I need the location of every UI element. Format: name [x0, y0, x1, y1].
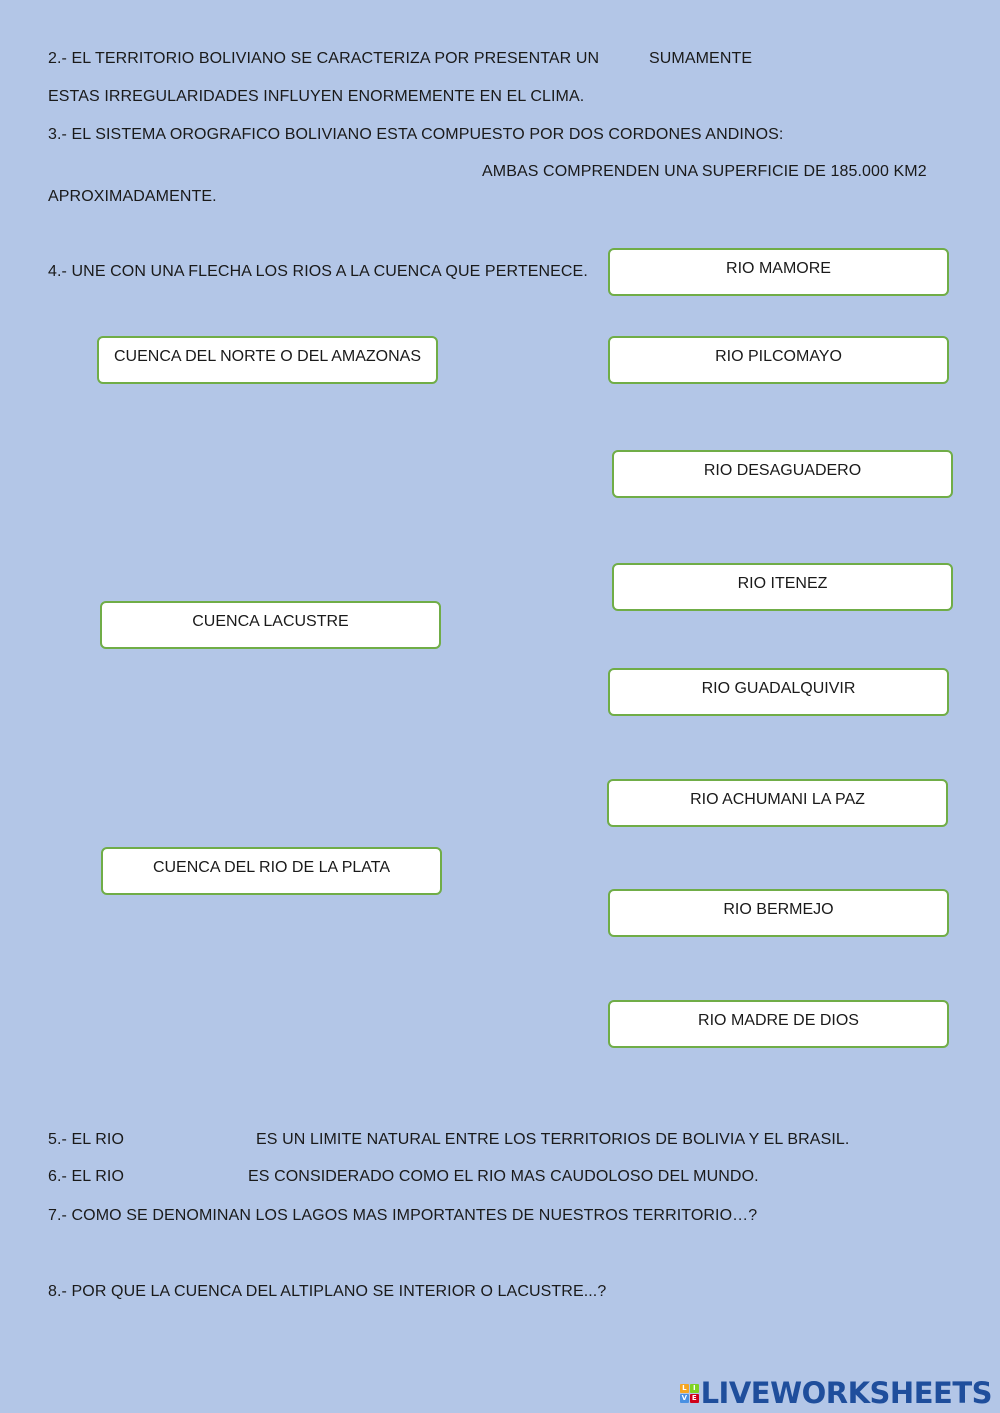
- liveworksheets-logo: [680, 1377, 992, 1409]
- rio-box-pilcomayo[interactable]: RIO PILCOMAYO: [608, 336, 949, 384]
- rio-box-guadalquivir[interactable]: RIO GUADALQUIVIR: [608, 668, 949, 716]
- question-6-start: 6.- EL RIO: [48, 1168, 124, 1185]
- question-5-start: 5.- EL RIO: [48, 1131, 124, 1148]
- rio-box-desaguadero[interactable]: RIO DESAGUADERO: [612, 450, 953, 498]
- rio-box-itenez[interactable]: RIO ITENEZ: [612, 563, 953, 611]
- rio-box-achumani[interactable]: RIO ACHUMANI LA PAZ: [607, 779, 948, 827]
- logo-mark-letter: L: [680, 1384, 689, 1393]
- cuenca-box-plata[interactable]: CUENCA DEL RIO DE LA PLATA: [101, 847, 442, 895]
- question-4: 4.- UNE CON UNA FLECHA LOS RIOS A LA CUENCA QUE PERTENECE.: [48, 263, 588, 280]
- question-7: 7.- COMO SE DENOMINAN LOS LAGOS MAS IMPORTANTES DE NUESTROS TERRITORIO…?: [48, 1207, 758, 1224]
- logo-text: LIVEWORKSHEETS: [700, 1376, 992, 1410]
- logo-mark-letter: E: [690, 1394, 699, 1403]
- question-2-word: SUMAMENTE: [649, 50, 753, 67]
- question-3-line-1: 3.- EL SISTEMA OROGRAFICO BOLIVIANO ESTA COMPUESTO POR DOS CORDONES ANDINOS:: [48, 126, 784, 143]
- cuenca-box-amazonas[interactable]: CUENCA DEL NORTE O DEL AMAZONAS: [97, 336, 438, 384]
- question-5-end: ES UN LIMITE NATURAL ENTRE LOS TERRITORIOS DE BOLIVIA Y EL BRASIL.: [256, 1131, 850, 1148]
- logo-mark-icon: [680, 1384, 699, 1403]
- question-3-line-2: AMBAS COMPRENDEN UNA SUPERFICIE DE 185.000 KM2: [482, 163, 927, 180]
- question-3-line-3: APROXIMADAMENTE.: [48, 188, 217, 205]
- logo-mark-letter: I: [690, 1384, 699, 1393]
- rio-box-bermejo[interactable]: RIO BERMEJO: [608, 889, 949, 937]
- rio-box-madre-de-dios[interactable]: RIO MADRE DE DIOS: [608, 1000, 949, 1048]
- question-2-line-1: 2.- EL TERRITORIO BOLIVIANO SE CARACTERIZA POR PRESENTAR UN: [48, 50, 600, 67]
- cuenca-box-lacustre[interactable]: CUENCA LACUSTRE: [100, 601, 441, 649]
- logo-mark-letter: V: [680, 1394, 689, 1403]
- question-6-end: ES CONSIDERADO COMO EL RIO MAS CAUDOLOSO DEL MUNDO.: [248, 1168, 759, 1185]
- question-8: 8.- POR QUE LA CUENCA DEL ALTIPLANO SE INTERIOR O LACUSTRE...?: [48, 1283, 607, 1300]
- rio-box-mamore[interactable]: RIO MAMORE: [608, 248, 949, 296]
- question-2-line-2: ESTAS IRREGULARIDADES INFLUYEN ENORMEMENTE EN EL CLIMA.: [48, 88, 585, 105]
